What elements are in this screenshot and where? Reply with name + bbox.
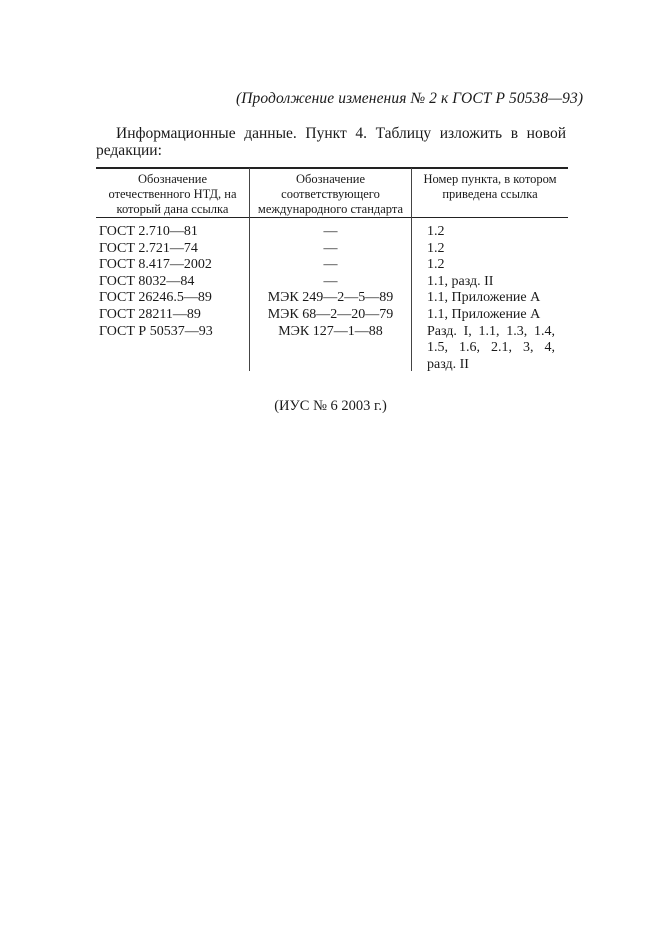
intl-cell: — <box>323 240 338 256</box>
table-top-rule <box>96 167 568 169</box>
column-international-standard <box>250 224 411 340</box>
header-clause-number: Номер пункта, в котором приведена ссылка <box>423 172 557 201</box>
ntd-cell: ГОСТ 26246.5—89 <box>99 290 212 306</box>
column-clause-number <box>427 224 555 373</box>
intl-cell: — <box>323 224 338 239</box>
clause-cell: Разд. I, 1.1, 1.3, 1.4, 1.5, 1.6, 2.1, 3, 4, разд. II <box>427 323 555 372</box>
table-header-rule <box>96 217 568 218</box>
ntd-cell: ГОСТ 8032—84 <box>99 273 195 289</box>
header-national-standard: Обозначение отечественного НТД, на который дана ссылка <box>108 172 237 216</box>
clause-cell: 1.1, Приложение А <box>427 306 541 322</box>
intro-paragraph: Информационные данные. Пункт 4. Таблицу изложить в новой редакции: <box>96 125 566 159</box>
intl-cell: МЭК 127—1—88 <box>278 323 383 339</box>
intl-cell: МЭК 249—2—5—89 <box>267 290 394 306</box>
ntd-cell: ГОСТ 2.710—81 <box>99 224 198 239</box>
clause-cell: 1.1, разд. II <box>427 273 494 289</box>
footer-note: (ИУС № 6 2003 г.) <box>274 398 387 414</box>
ntd-cell: ГОСТ 2.721—74 <box>99 240 198 256</box>
ntd-cell: ГОСТ 8.417—2002 <box>99 257 212 273</box>
ntd-cell: ГОСТ 28211—89 <box>99 306 201 322</box>
clause-cell: 1.1, Приложение А <box>427 290 541 306</box>
column-national-standard <box>99 224 247 340</box>
header-international-standard: Обозначение соответствующего международного стандарта <box>257 172 404 216</box>
intl-cell: — <box>323 257 338 273</box>
intl-cell: МЭК 68—2—20—79 <box>267 306 394 322</box>
continuation-note: (Продолжение изменения № 2 к ГОСТ Р 50538—93) <box>236 90 584 107</box>
intl-cell: — <box>323 273 338 289</box>
clause-cell: 1.2 <box>427 257 445 273</box>
ntd-cell: ГОСТ Р 50537—93 <box>99 323 213 339</box>
clause-cell: 1.2 <box>427 224 445 239</box>
clause-cell: 1.2 <box>427 240 445 256</box>
